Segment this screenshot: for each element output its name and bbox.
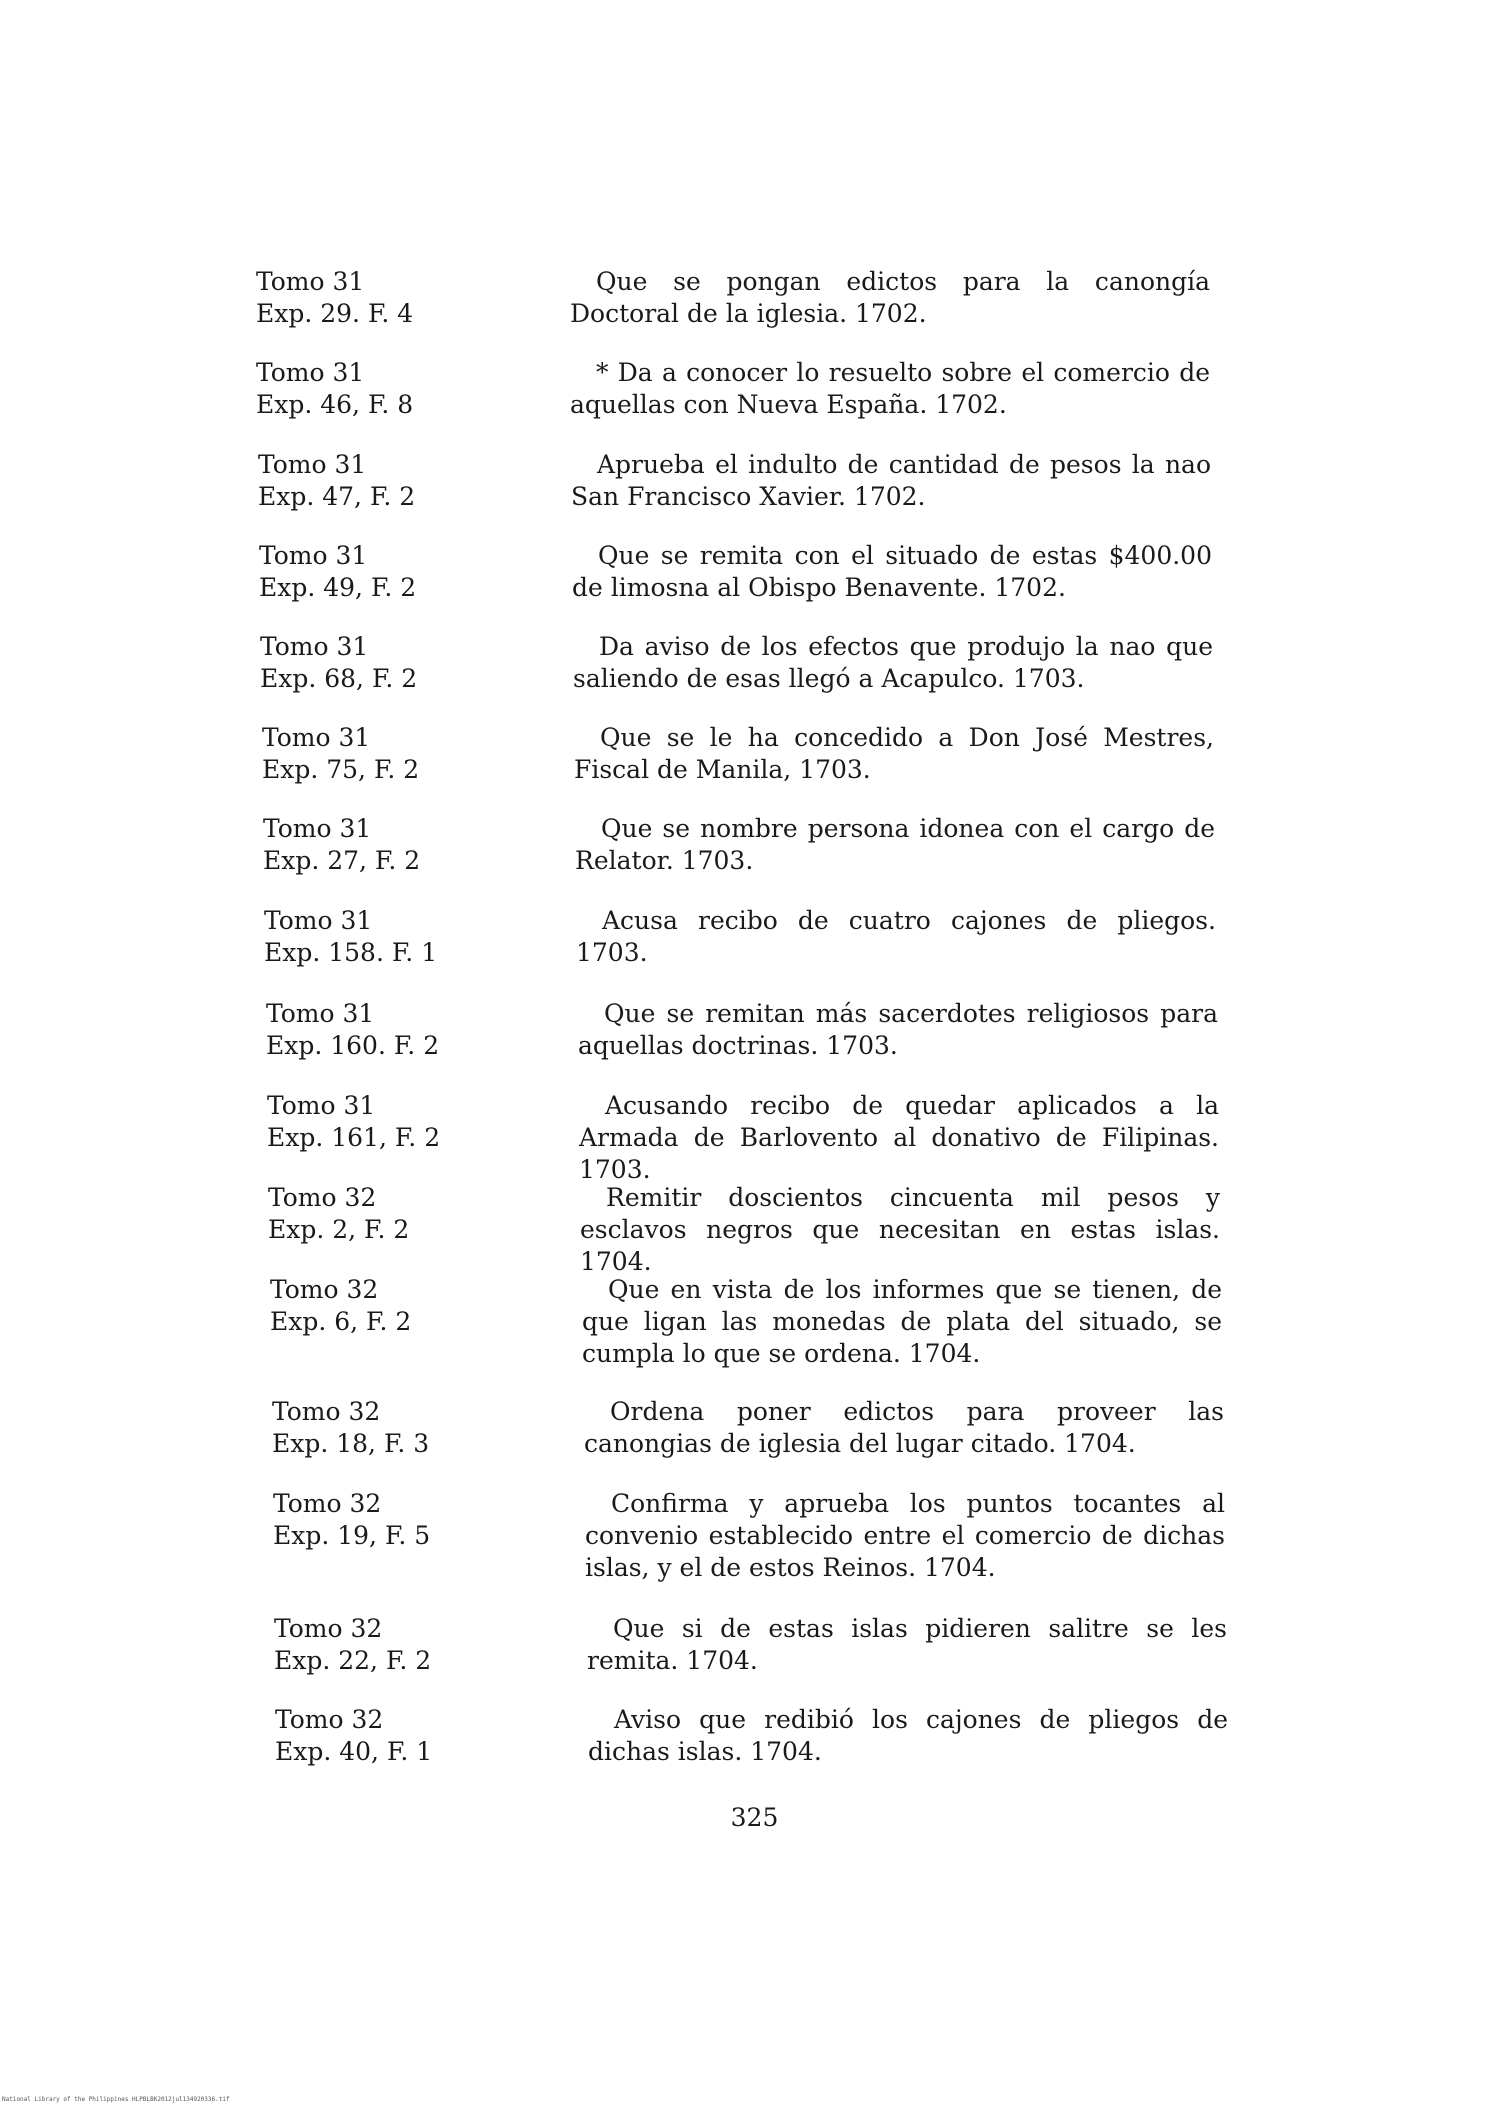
tomo-label: Tomo 31 xyxy=(256,358,365,387)
archive-reference xyxy=(259,540,479,604)
archive-reference xyxy=(266,998,486,1062)
entry-description: Aviso que redibió los cajones de pliegos de dichas islas. 1704. xyxy=(588,1705,1228,1766)
exp-label: Exp. 19, F. 5 xyxy=(273,1521,431,1550)
tomo-label: Tomo 31 xyxy=(266,999,375,1028)
scan-footer: National Library of the Philippines HLPBLBK2012jul134920336.tif xyxy=(2,2096,230,2103)
entry-description: Confirma y aprueba los puntos tocantes al convenio establecido entre el comercio de dichas islas, y el de estos Reinos. 1704. xyxy=(585,1489,1225,1582)
tomo-label: Tomo 31 xyxy=(264,906,373,935)
archive-reference xyxy=(270,1274,490,1338)
entry-description: Ordena poner edictos para proveer las canongias de iglesia del lugar citado. 1704. xyxy=(584,1397,1224,1458)
tomo-label: Tomo 32 xyxy=(274,1614,383,1643)
entry-description: Que se remitan más sacerdotes religiosos para aquellas doctrinas. 1703. xyxy=(578,999,1218,1060)
entry-description: Que se pongan edictos para la canongía Doctoral de la iglesia. 1702. xyxy=(570,267,1210,328)
tomo-label: Tomo 31 xyxy=(262,723,371,752)
exp-label: Exp. 49, F. 2 xyxy=(259,573,417,602)
tomo-label: Tomo 31 xyxy=(260,632,369,661)
archive-reference xyxy=(267,1090,487,1154)
tomo-label: Tomo 32 xyxy=(270,1275,379,1304)
entry-description: Que si de estas islas pidieren salitre se les remita. 1704. xyxy=(587,1614,1227,1675)
exp-label: Exp. 40, F. 1 xyxy=(275,1737,433,1766)
archive-reference xyxy=(273,1488,493,1552)
tomo-label: Tomo 31 xyxy=(267,1091,376,1120)
tomo-label: Tomo 31 xyxy=(263,814,372,843)
exp-label: Exp. 2, F. 2 xyxy=(268,1215,410,1244)
exp-label: Exp. 160. F. 2 xyxy=(266,1031,440,1060)
exp-label: Exp. 75, F. 2 xyxy=(262,755,420,784)
exp-label: Exp. 68, F. 2 xyxy=(260,664,418,693)
archive-reference xyxy=(268,1182,488,1246)
entry-description: * Da a conocer lo resuelto sobre el comercio de aquellas con Nueva España. 1702. xyxy=(570,358,1210,419)
archive-reference xyxy=(272,1396,492,1460)
archive-reference xyxy=(262,722,482,786)
archive-reference xyxy=(264,905,484,969)
exp-label: Exp. 6, F. 2 xyxy=(270,1307,412,1336)
tomo-label: Tomo 31 xyxy=(259,541,368,570)
archive-reference xyxy=(258,449,478,513)
entry-description: Que se le ha concedido a Don José Mestres, Fiscal de Manila, 1703. xyxy=(574,723,1214,784)
entry-description: Acusa recibo de cuatro cajones de pliegos. 1703. xyxy=(576,906,1216,967)
entry-description: Que en vista de los informes que se tienen, de que ligan las monedas de plata del situado, se cumpla lo que se ordena. 1704. xyxy=(582,1275,1222,1368)
archive-reference xyxy=(256,266,476,330)
exp-label: Exp. 158. F. 1 xyxy=(264,938,438,967)
exp-label: Exp. 22, F. 2 xyxy=(274,1646,432,1675)
entry-description: Que se nombre persona idonea con el cargo de Relator. 1703. xyxy=(575,814,1215,875)
exp-label: Exp. 29. F. 4 xyxy=(256,299,414,328)
page-number: 325 xyxy=(730,1803,779,1832)
archive-reference xyxy=(256,357,476,421)
exp-label: Exp. 47, F. 2 xyxy=(258,482,416,511)
archive-reference xyxy=(275,1704,495,1768)
exp-label: Exp. 27, F. 2 xyxy=(263,846,421,875)
tomo-label: Tomo 32 xyxy=(275,1705,384,1734)
archive-reference xyxy=(263,813,483,877)
entry-description: Que se remita con el situado de estas $400.00 de limosna al Obispo Benavente. 1702. xyxy=(572,541,1212,602)
entry-description: Acusando recibo de quedar aplicados a la Armada de Barlovento al donativo de Filipinas. 1703. xyxy=(579,1091,1219,1184)
tomo-label: Tomo 31 xyxy=(256,267,365,296)
entry-description: Da aviso de los efectos que produjo la nao que saliendo de esas llegó a Acapulco. 1703. xyxy=(573,632,1213,693)
entry-description: Aprueba el indulto de cantidad de pesos la nao San Francisco Xavier. 1702. xyxy=(571,450,1211,511)
exp-label: Exp. 46, F. 8 xyxy=(256,390,414,419)
exp-label: Exp. 18, F. 3 xyxy=(272,1429,430,1458)
tomo-label: Tomo 32 xyxy=(273,1489,382,1518)
archive-reference xyxy=(260,631,480,695)
tomo-label: Tomo 32 xyxy=(268,1183,377,1212)
archive-reference xyxy=(274,1613,494,1677)
entry-description: Remitir doscientos cincuenta mil pesos y esclavos negros que necesitan en estas islas. 1704. xyxy=(580,1183,1220,1276)
tomo-label: Tomo 31 xyxy=(258,450,367,479)
exp-label: Exp. 161, F. 2 xyxy=(267,1123,441,1152)
tomo-label: Tomo 32 xyxy=(272,1397,381,1426)
